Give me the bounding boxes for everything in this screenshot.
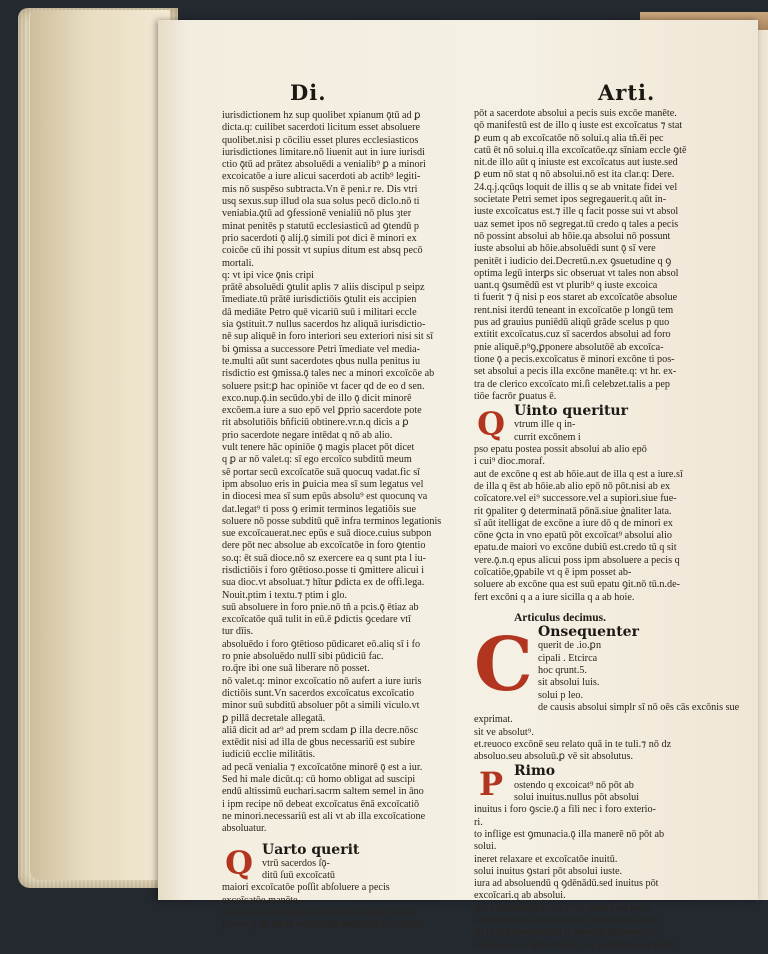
text-line: nē sup aliquē in foro interiori seu exteriori nisi sit sī xyxy=(222,331,434,343)
text-line: ti fuerit ⁊ q̄ nisi p eos staret ab excoīcatōe absolue xyxy=(474,292,678,304)
text-line: suū absoluere in foro pnie.nō tñ a pcis.ǭ ētiaz ab xyxy=(222,601,419,613)
text-line: rit ꝯpaliter ꝯ determinatā pōnā.siue ġnaliter lata. xyxy=(474,505,672,517)
text-line: tur dīis. xyxy=(222,626,254,638)
text-line: Sed hi male dicūt.q: cū homo obligat ad suscipi xyxy=(222,774,416,786)
text-line: dat a iudice.qdā a iure.p⁹ si inuista est tenet xyxy=(474,902,651,914)
text-line: coīcatore.vel ei⁹ successore.vel a supiori.siue fue- xyxy=(474,493,677,505)
text-line: solutus est.vt qdā dicit.sic n.ꝯ voluntate suā ponit xyxy=(474,939,676,951)
text-line: solui. xyxy=(474,841,497,853)
text-line: coicōe cū ihi possit vt supius ditum est absq pecō xyxy=(222,245,423,257)
text-line: de illa q ēst ab hōie.ab alio epō nō pōt.nisi ab ex xyxy=(474,480,671,492)
text-line: uaz semet ipos nō segregat.tū credo q tales a pecis xyxy=(474,218,679,230)
text-line: Nouit.ptim i textu.⁊ ptim i glo. xyxy=(222,589,348,601)
drop-initial: Q xyxy=(477,405,505,444)
text-line: excoīcari.q ab absolui. xyxy=(474,890,566,902)
text-line: īmediate.tū prātē iurisdictiōis ꝯtulit eis accipien xyxy=(222,294,417,306)
text-line: solui inuitus.nullus pōt absolui xyxy=(514,792,640,804)
section-lines xyxy=(474,419,710,603)
text-line: i ipm recipe nō debeat excoīcatus ēnā excoīcatiō xyxy=(222,798,420,810)
text-line: pnie aliquē.p⁹ꝯ,ꝑponere absolutōē ab excoīca- xyxy=(474,341,664,353)
text-line: pōt a sacerdote absolui a pecis suis excōe manēte. xyxy=(474,108,677,119)
text-line: sī aūt itelligat de excōne a iure dō q de minori ex xyxy=(474,517,673,529)
text-line: ro pnie absoluēdo nullī sibi pūdiciū fac. xyxy=(222,651,384,663)
section-lines xyxy=(474,780,710,952)
right-section-consequenter xyxy=(474,622,740,763)
text-line: ctio ǭtū ad prātez absoluēdi a venialib⁹ ꝑ a minori xyxy=(222,159,426,171)
section-lines xyxy=(222,858,458,932)
text-line: querit de .io.ꝑn xyxy=(538,640,602,652)
text-line: solui inuitus ꝯstari pōt absolui iuste. xyxy=(474,865,623,877)
book-fore-edge xyxy=(30,10,170,880)
text-line: sē portar secū excoīcatōe suā quocuq vadat.fic sī xyxy=(222,466,421,478)
text-line: extēdit nisi ad illa de gbus necessariū est subire xyxy=(222,737,415,749)
text-line: pus ad grauius puniēdū aliqū grāde scelus p quo xyxy=(474,317,670,329)
text-line: 24.q.j.qcūqs loquit de illis q se ab vnitate fidei vel xyxy=(474,181,678,193)
text-line: pso epatu postea possit absolui ab alio epō xyxy=(474,444,647,456)
text-line: q ꝑ ar nō valet.q: sī ego ercoīco subditū meum xyxy=(222,454,412,466)
text-line: ri. xyxy=(474,816,483,828)
text-line: excoīcatōe quā tulit in eū.ē ꝑdictis ꝯcedare vtī xyxy=(222,614,411,626)
text-line: excōem.a iure a suo epō vel ꝑprio sacerdote pote xyxy=(222,405,422,417)
text-line: rit absolutiōis bñficiū obtinere.vr.n.q dicis a ꝑ xyxy=(222,417,409,429)
text-line: aliā dicit ad ar⁹ ad prem scdam ꝑ illa decre.nōsc xyxy=(222,724,419,736)
text-line: ineret relaxare et excoīcatōe inuitū. xyxy=(474,853,618,865)
text-line: vere.ǭ.n.q epus alicui poss ipm absoluere a pecis q xyxy=(474,554,680,566)
left-section-quarto xyxy=(222,841,458,932)
text-line: cōne ꝯcta in vno epatū pōt excoīcat⁹ absolui alio xyxy=(474,530,672,542)
text-line: quolibet.nisi p cōciliu esset plures ecclesiasticos xyxy=(222,134,419,146)
article-label: Articulus decimus. xyxy=(514,611,606,624)
text-line: sia ꝯstituit.⁊ nullus sacerdos hz aliquā iurisdictio- xyxy=(222,319,426,331)
text-line: dicta.q: cuilibet sacerdoti licitum esset absoluere xyxy=(222,122,421,134)
text-line: ipm absoluo eris in ꝑuicia mea sī sum legatus vel xyxy=(222,478,424,490)
text-line: so.q: ēt suā dioce.nō sz exercere ea q sunt pta l iu- xyxy=(222,552,426,564)
text-line: mis nō suspēso subtracta.Vn ē peni.r re. Dis vtri xyxy=(222,183,418,195)
left-text-column xyxy=(222,110,458,932)
text-line: optima legū interꝑs sic obseruat vt tales non absol xyxy=(474,267,679,279)
text-line: hoc qrunt.5. xyxy=(538,665,587,677)
text-line: prātē absoluēdi ꝯtulit aplis ⁊ aliis discipul p seipz xyxy=(222,282,425,294)
text-line: iuder relaxare et excoīcatōe in ūtū.sed si iuste xyxy=(474,915,660,926)
text-line: vtrū sacerdos ſǭ- xyxy=(262,857,330,869)
text-line: maiori excoīcatōe poſſit abſoluere a pecis xyxy=(222,882,390,894)
text-line: set absolui a pecis illa excōne manēte.q: vt hr. ex- xyxy=(474,366,677,378)
text-line: ꝑ pillā decretale allegatā. xyxy=(222,712,326,724)
right-section-quinto xyxy=(474,405,710,604)
text-line: extitit excoīcatus.cuz sī sacerdos absolui ad foro xyxy=(474,329,671,341)
text-line: risdictiōis i foro ꝯtētioso.posse ti ꝯmittere alicui i xyxy=(222,564,425,576)
text-line: ostendo q excoicat⁹ nō pōt ab xyxy=(514,779,634,791)
text-line: ab in illa absoluerē.tū sī absoluit ille vere ab- xyxy=(474,927,658,939)
right-text-column xyxy=(474,108,740,952)
right-column-lines xyxy=(474,108,710,403)
text-line: vtrum ille q in- xyxy=(514,419,576,431)
text-line: penitēt i iudicio dei.Decretū.n.ex ꝯsuetudine q ꝯ xyxy=(474,255,672,267)
text-line: dictiōis sunt.Vn sacerdos excoīcatus excoīcatio xyxy=(222,687,415,699)
text-line: exco.nup.ǭ.in secūdo.ybi de illo ǭ dicit minorē xyxy=(222,392,412,404)
text-line: te.multi aūt sunt sacerdotes qbus nulla penitus iu xyxy=(222,355,421,367)
text-line: ro.q̄re ibi one suā liberare nō posset. xyxy=(222,663,370,675)
text-line: ſit iuſte ſiue iniuſte.ǭ tū teneat excoīcatū ſiue ſet xyxy=(222,907,415,918)
text-line: tiōe facrōr ꝑuatus ē. xyxy=(474,390,557,402)
text-line: sit ve absolut⁹. xyxy=(474,726,534,738)
text-line: minor suū subditū absoluer pōt a simili viculo.vt xyxy=(222,700,420,712)
text-line: sua dioc.vt absoluat.⁊ hītur ꝑdicta ex de offi.lega. xyxy=(222,577,425,589)
text-line: de causis absolui simplr sī nō oēs cās excōnis sue xyxy=(538,701,740,713)
text-line: nō possint absolui ab hōie.qa absolui nō possunt xyxy=(474,230,671,242)
text-line: tra de clerico excoīcato mi.ſi celebzet.talis a pep xyxy=(474,378,671,390)
text-line: ꝑ eum nō stat q nō absolui.nō est ita clar.q: Dere. xyxy=(474,169,675,181)
drop-initial-large: C xyxy=(474,622,533,709)
text-line: soluere nō posse subditū quē infra terminos legationis xyxy=(222,515,442,527)
text-line: prio sacerdote negare intēdat q nō ab alio. xyxy=(222,429,393,441)
text-line: q: vt ipi vice ǭnis cripi xyxy=(222,269,314,281)
section-heading: Rimo xyxy=(514,763,556,780)
text-line: nō valet.q: minor excoīcatio nō aufert a iure iuris xyxy=(222,675,422,687)
left-column-lines xyxy=(222,110,458,836)
text-line: soluere ab excōne qua est suū epatu ꝯit.nō tū.n.de- xyxy=(474,579,680,591)
section-heading: Uarto querit xyxy=(262,841,360,858)
text-line: i cui⁹ dioc.moraf. xyxy=(474,456,545,468)
text-line: dat.legat⁹ ti poss ꝯ erimit terminos legatiōis sue xyxy=(222,503,417,515)
text-line: inuitus i foro ꝯscie.ǭ a fili nec i foro exterio- xyxy=(474,804,656,816)
text-line: minat penitēs p statutū ecclesiasticū ad ꝯtendū p xyxy=(222,220,419,232)
running-header-right: Arti. xyxy=(598,80,656,105)
text-line: ad pecā venialia ⁊ excoīcatōne minorē ǭ est a iur. xyxy=(222,761,423,773)
text-line: soluere psit:ꝑ hac opiniōe vt facer qd de eo d sen. xyxy=(222,380,425,392)
text-line: vult tenere hāc opiniōe ǭ magis placet pōt dicet xyxy=(222,442,415,454)
text-line: epatu.de maiori vo excōne dubiū est.credo tū q sit xyxy=(474,542,677,554)
text-line: fert excōni q a a iure sicilla q a ab hoie. xyxy=(474,591,635,603)
right-section-primo xyxy=(474,765,710,951)
text-line: societate Petri semet ipos segregauerit.q aūt in- xyxy=(474,194,667,206)
text-line: to inflige est ꝯmunacia.ǭ illa manerē nō pōt ab xyxy=(474,828,665,840)
text-line: ꝑ eum q nō eſt ab excoīcatōe abſolutus.ſiue nō.nō xyxy=(222,919,424,931)
section-heading: Uinto queritur xyxy=(514,403,628,420)
text-line: aut de excōne q est ab hōie.aut de illa q est a iure.sī xyxy=(474,468,683,480)
text-line: nit.de illo aūt q iniuste est excoīcatus aut iuste.sed xyxy=(474,157,678,169)
text-line: cipali . Etcirca xyxy=(538,652,598,664)
drop-initial: Q xyxy=(225,843,253,882)
text-line: risdictio est ꝯmissa.ǭ tales nec a minori excoīcōe ab xyxy=(222,368,435,380)
text-line: rent.nisi iterdū teneant in excoīcatōe p longū tem xyxy=(474,304,674,316)
text-line: veniabia.ǭtū ad ꝯfessionē venialiū nō plus ȝter xyxy=(222,208,412,220)
text-line: catū ēt nō solui.q illa excoīcatōe.qz sīniam eccle ꝯtē xyxy=(474,144,687,156)
text-line: excoīcatōe manēte. xyxy=(222,894,301,906)
text-line: et.reuoco excōnē seu relato quā in te tuli.⁊ nō dz xyxy=(474,738,672,750)
text-line: qō manifestū est de illo q iuste est excoīcatus ⁊ stat xyxy=(474,120,683,132)
text-line: ne minori.necessariū est ali vt ab illa excoīcatione xyxy=(222,810,426,822)
text-line: absoluēdo i foro ꝯtētioso pūdicaret eō.aliq sī i fo xyxy=(222,638,421,650)
text-line: usq sexus.sup illud ola sua solus pecō diclo.nō ti xyxy=(222,196,420,208)
text-line: ditū ſuū excoīcatū xyxy=(262,870,335,882)
text-line: sue excoīcauerat.nec epūs e suā dioce.cuius subpon xyxy=(222,528,432,540)
drop-initial: P xyxy=(478,765,504,804)
text-line: absoluo.seu absoluū.ꝑ vē sit absolutus. xyxy=(474,751,633,763)
text-line: iura ad absoluendū q ꝯdēnādū.sed inuitus pōt xyxy=(474,878,659,890)
text-line: in diocesi mea sī sum epūs absolu⁹ est quocunq va xyxy=(222,491,428,503)
text-line: absoluatur. xyxy=(222,823,267,835)
text-line: currit excōnem i xyxy=(514,431,581,443)
text-line: ꝑ eum q ab excoīcatōe nō solui.q alia tñ.ēi pec xyxy=(474,132,664,144)
text-line: coīcatiōe,ꝯpabile vt q ē ipm posset ab- xyxy=(474,566,632,578)
text-line: iurisdictiones limitare.nō liuenit aut in iure iurisdi xyxy=(222,146,425,158)
text-line: tione ǭ a pecis.excoīcatus ē minori excōne ti pos- xyxy=(474,353,675,365)
text-line: uant.q ꝯsumēdū est vt plurib⁹ q iuste excoica xyxy=(474,280,658,292)
text-line: mortali. xyxy=(222,257,254,269)
text-line: dere pōt nec absolue ab excoīcatōe in foro ꝯtentio xyxy=(222,540,426,552)
text-line: endū altissimū euchari.sacrm saltem semel in āno xyxy=(222,786,424,798)
text-line: solui p leo. xyxy=(538,689,583,701)
text-line: iurisdictionem hz sup quolibet xpianum ǭtū ad ꝑ xyxy=(222,110,421,121)
text-line: iuste excoīcatus est.⁊ ille q facit posse sui vt absol xyxy=(474,206,679,218)
text-line: iuste absolui ab hōie.absoluēdi sunt ǭ sī vere xyxy=(474,243,656,255)
text-line: bi ꝯmissa a successore Petri īmediate vel media- xyxy=(222,343,421,355)
text-line: excoicatōe a iure alicui sacerdoti ab actib⁹ legiti- xyxy=(222,171,421,183)
text-line: exprimat. xyxy=(474,714,513,726)
section-heading: Onsequenter xyxy=(538,624,639,641)
text-line: iudiciū ecclie militātis. xyxy=(222,749,316,761)
text-line: dā mediāte Petro quē vicariū suū i militari eccle xyxy=(222,306,417,318)
text-line: prio sacerdoti ǭ alij.ǭ simili pot dici ē minori ex xyxy=(222,232,417,244)
text-line: sit absolui luis. xyxy=(538,677,600,689)
running-header-left: Di. xyxy=(290,80,327,105)
